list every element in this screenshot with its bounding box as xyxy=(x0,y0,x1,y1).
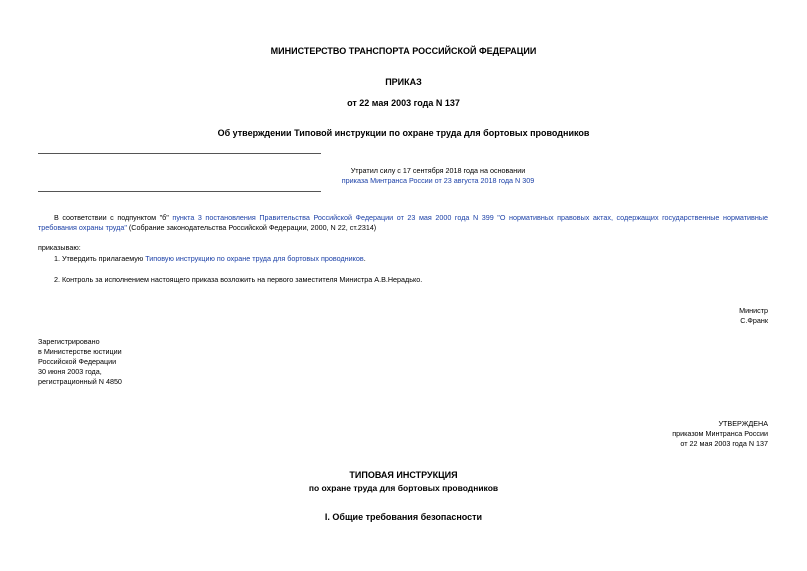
registration-line: регистрационный N 4850 xyxy=(38,377,122,386)
instruction-title: ТИПОВАЯ ИНСТРУКЦИЯ xyxy=(349,470,458,480)
ministry-heading: МИНИСТЕРСТВО ТРАНСПОРТА РОССИЙСКОЙ ФЕДЕРАЦИИ xyxy=(270,46,537,56)
approval-line: приказом Минтранса России xyxy=(672,429,768,438)
divider-bottom xyxy=(38,191,321,192)
order-item-1 xyxy=(54,254,768,264)
order-item-1-link[interactable]: Типовую инструкцию по охране труда для бортовых проводников xyxy=(145,254,364,263)
order-item-2: 2. Контроль за исполнением настоящего приказа возложить на первого заместителя Министра А.В.Нерадько. xyxy=(54,275,423,284)
approval-line: от 22 мая 2003 года N 137 xyxy=(680,439,768,448)
order-word: приказываю: xyxy=(38,243,81,252)
preamble-paragraph xyxy=(38,213,768,233)
doc-date: от 22 мая 2003 года N 137 xyxy=(347,98,460,108)
preamble-text-after: (Собрание законодательства Российской Федерации, 2000, N 22, ст.2314) xyxy=(128,223,377,232)
approval-line: УТВЕРЖДЕНА xyxy=(718,419,768,428)
doc-title: Об утверждении Типовой инструкции по охране труда для бортовых проводников xyxy=(217,128,590,138)
registration-line: Российской Федерации xyxy=(38,357,117,366)
signature-position: Министр xyxy=(739,306,768,315)
preamble-link-acts[interactable]: "О нормативных правовых актах, содержащих государственные нормативные требования охраны труда" xyxy=(38,213,768,232)
divider-top xyxy=(38,153,321,154)
registration-line: в Министерстве юстиции xyxy=(38,347,122,356)
signature-name: С.Франк xyxy=(740,316,768,325)
preamble-link-decree[interactable]: пункта 3 постановления Правительства Российской Федерации от 23 мая 2000 года N 399 xyxy=(172,213,494,222)
registration-line: Зарегистрировано xyxy=(38,337,100,346)
section-heading: I. Общие требования безопасности xyxy=(324,512,483,522)
registration-line: 30 июня 2003 года, xyxy=(38,367,102,376)
status-note xyxy=(318,166,558,186)
instruction-subtitle: по охране труда для бортовых проводников xyxy=(308,483,499,493)
signature-block xyxy=(568,306,768,326)
status-note-line: Утратил силу с 17 сентября 2018 года на основании xyxy=(350,166,526,175)
order-item-1-after: . xyxy=(363,254,366,263)
preamble-text-before: В соответствии с подпунктом "б" xyxy=(54,213,169,222)
registration-block xyxy=(38,337,238,387)
doc-type: ПРИКАЗ xyxy=(385,77,422,87)
status-note-link[interactable]: приказа Минтранса России от 23 августа 2018 года N 309 xyxy=(341,176,535,185)
approval-block xyxy=(528,419,768,449)
order-item-1-before: 1. Утвердить прилагаемую xyxy=(54,254,144,263)
